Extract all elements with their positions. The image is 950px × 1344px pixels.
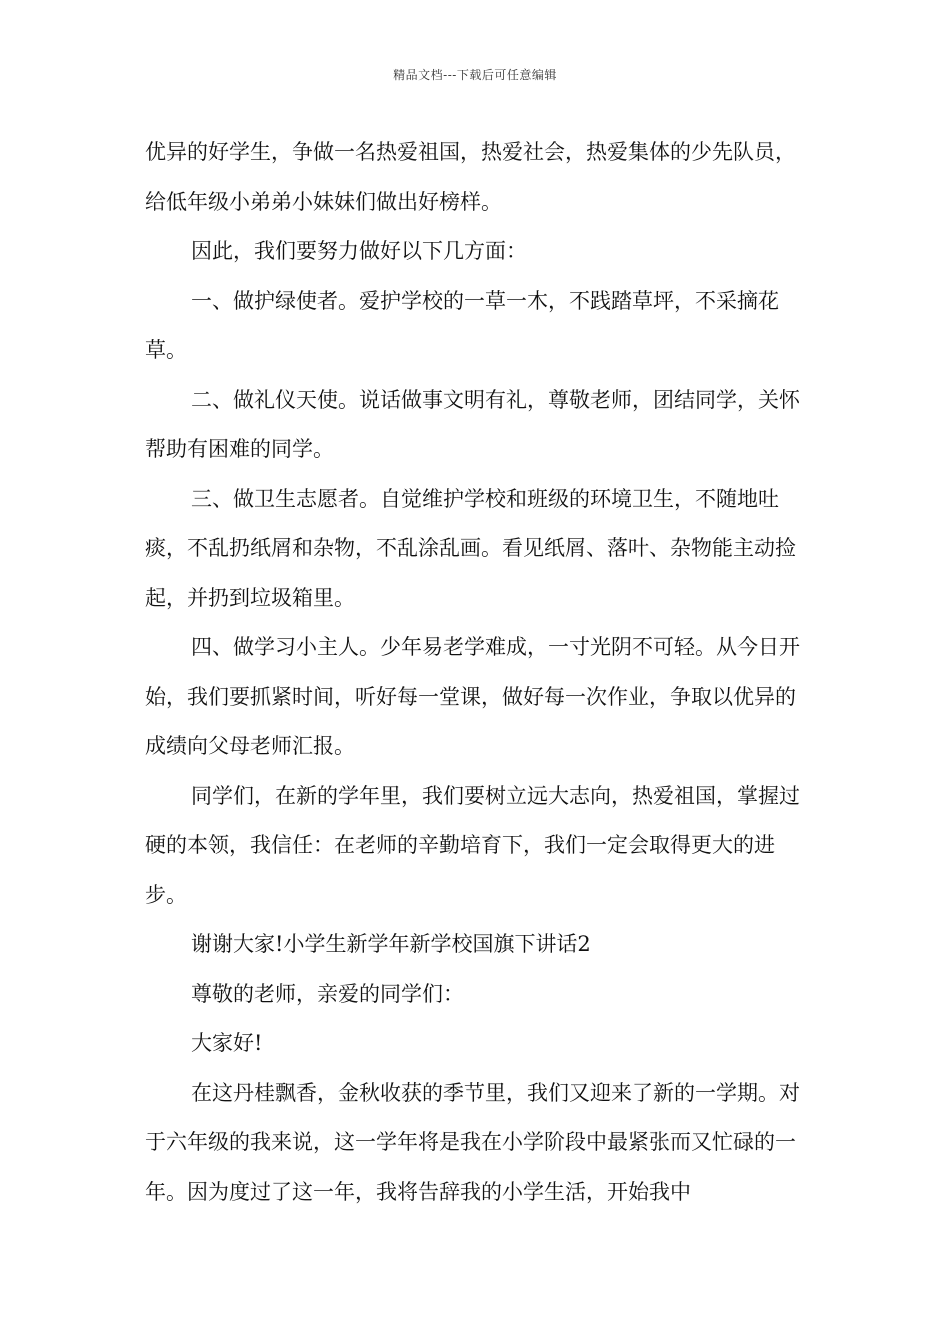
paragraph-continuation: 优异的好学生，争做一名热爱祖国，热爱社会，热爱集体的少先队员，给低年级小弟弟小妹妹们做出好榜样。 [145, 140, 796, 214]
paragraph-point-3: 三、做卫生志愿者。自觉维护学校和班级的环境卫生，不随地吐痰，不乱扔纸屑和杂物，不乱涂乱画。看见纸屑、落叶、杂物能主动捡起，并扔到垃圾箱里。 [145, 486, 796, 610]
paragraph-point-4: 四、做学习小主人。少年易老学难成，一寸光阴不可轻。从今日开始，我们要抓紧时间，听好每一堂课，做好每一次作业，争取以优异的成绩向父母老师汇报。 [145, 635, 800, 758]
paragraph-thanks-title: 谢谢大家!小学生新学年新学校国旗下讲话2 [191, 932, 591, 956]
paragraph-conclusion: 同学们，在新的学年里，我们要树立远大志向，热爱祖国，掌握过硬的本领，我信任：在老师的辛勤培育下，我们一定会取得更大的进步。 [145, 783, 800, 907]
paragraph-point-2: 二、做礼仪天使。说话做事文明有礼，尊敬老师，团结同学，关怀帮助有困难的同学。 [145, 387, 800, 461]
paragraph-opening: 在这丹桂飘香，金秋收获的季节里，我们又迎来了新的一学期。对于六年级的我来说，这一学年将是我在小学阶段中最紧张而又忙碌的一年。因为度过了这一年，我将告辞我的小学生活，开始我中 [145, 1080, 800, 1204]
paragraph-intro: 因此，我们要努力做好以下几方面： [191, 239, 527, 263]
paragraph-salutation: 尊敬的老师，亲爱的同学们： [191, 981, 464, 1006]
document-body [145, 128, 815, 1217]
paragraph-greeting: 大家好! [191, 1031, 263, 1055]
page-header: 精品文档---下载后可任意编辑 [393, 68, 557, 82]
paragraph-point-1: 一、做护绿使者。爱护学校的一草一木，不践踏草坪，不采摘花草。 [145, 288, 779, 362]
